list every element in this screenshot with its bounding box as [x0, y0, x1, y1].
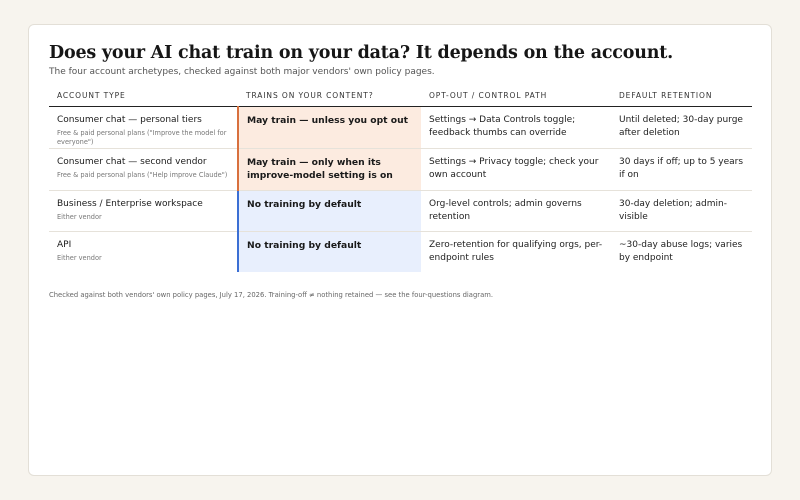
page-subtitle: The four account archetypes, checked against both major vendors' own policy pages.	[49, 67, 435, 77]
header-default-retention: DEFAULT RETENTION	[611, 85, 752, 106]
retention-cell: ~30-day abuse logs; varies by endpoint	[619, 239, 743, 263]
account-description: Either vendor	[57, 253, 102, 262]
table-row	[49, 106, 752, 148]
table-row	[49, 148, 752, 190]
account-policy-table	[49, 85, 752, 272]
account-name: Consumer chat — second vendor	[57, 156, 207, 167]
account-cell	[49, 148, 238, 190]
header-trains-on-content: TRAINS ON YOUR CONTENT?	[238, 85, 421, 106]
retention-cell: 30 days if off; up to 5 years if on	[611, 148, 752, 190]
control-path-cell: Zero-retention for qualifying orgs, per-endpoint rules	[429, 239, 603, 263]
retention-cell: 30-day deletion; admin-visible	[611, 190, 752, 231]
header-opt-out-path: OPT-OUT / CONTROL PATH	[421, 85, 611, 106]
control-path-cell: Settings → Data Controls toggle; feedback thumbs can override	[421, 106, 611, 148]
table-row	[49, 231, 752, 272]
trains-status-cell: May train — only when its improve-model setting is on	[238, 148, 421, 190]
account-name: API	[57, 239, 72, 250]
header-account-type: ACCOUNT TYPE	[49, 85, 238, 106]
account-name: Business / Enterprise workspace	[57, 198, 203, 209]
control-path-cell: Org-level controls; admin governs retention	[421, 190, 611, 231]
account-description: Free & paid personal plans ("Help improve Claude")	[57, 170, 228, 179]
account-cell	[49, 190, 238, 231]
account-description: Free & paid personal plans ("Improve the model for everyone")	[57, 128, 227, 146]
account-cell	[49, 231, 238, 272]
policy-card	[28, 24, 772, 476]
trains-status-cell: No training by default	[238, 231, 421, 272]
trains-status-cell: No training by default	[238, 190, 421, 231]
retention-cell: Until deleted; 30-day purge after deletion	[611, 106, 752, 148]
account-description: Either vendor	[57, 212, 102, 221]
account-name: Consumer chat — personal tiers	[57, 114, 202, 125]
footnote: Checked against both vendors' own policy pages, July 17, 2026. Training-off ≠ nothing retained — see the four-questions diagram.	[49, 291, 494, 299]
control-path-cell: Settings → Privacy toggle; check your own account	[421, 148, 611, 190]
table-row	[49, 190, 752, 231]
account-cell	[49, 106, 238, 148]
table-header-row	[49, 85, 752, 106]
trains-status-cell: May train — unless you opt out	[238, 106, 421, 148]
page-title: Does your AI chat train on your data? It depends on the account.	[49, 43, 674, 63]
